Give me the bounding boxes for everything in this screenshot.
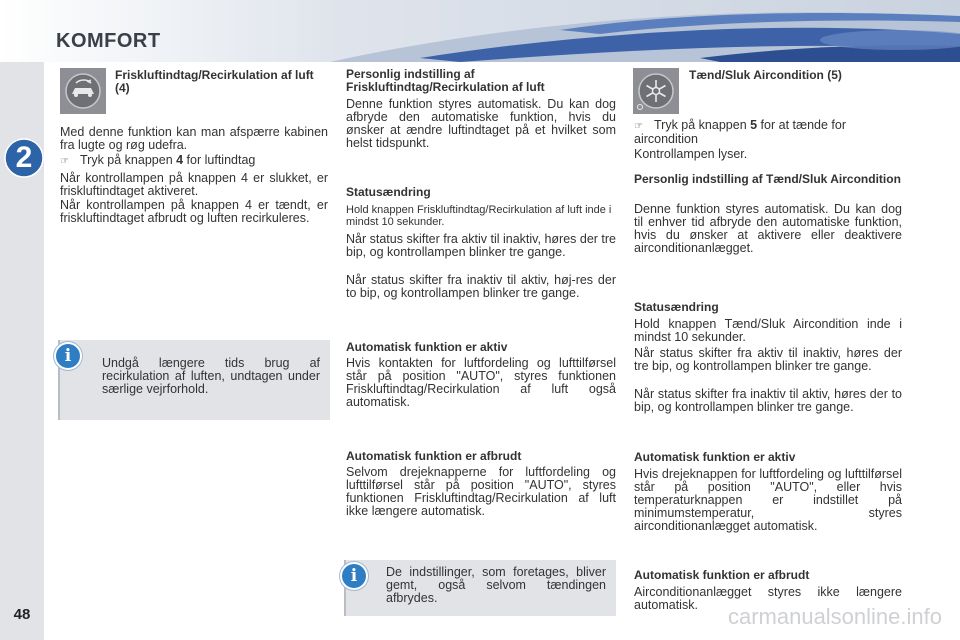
recirc-p2: Når kontrollampen på knappen 4 er tændt, er friskluftindtaget afbrudt og luften recirkuleres. <box>60 198 328 225</box>
recirc-intro: Med denne funktion kan man afspærre kabinen fra lugte og røg udefra. <box>60 125 328 152</box>
ac-bullet <box>634 119 902 146</box>
personal-ac-heading: Personlig indstilling af Tænd/Sluk Aircondition <box>634 172 901 186</box>
auto-on-heading-2: Automatisk funktion er aktiv <box>634 450 796 464</box>
auto-off-heading-1: Automatisk funktion er afbrudt <box>346 449 522 463</box>
info-icon: i <box>342 564 366 588</box>
auto-off-heading-2: Automatisk funktion er afbrudt <box>634 568 810 582</box>
status-p3-2: Når status skifter fra inaktiv til aktiv, høres der to bip, og kontrollampen blinker tre gange. <box>634 387 902 414</box>
bullet-text: Tryk på knappen <box>80 153 177 167</box>
personal-ac-p: Denne funktion styres automatisk. Du kan dog til enhver tid afbryde den automatiske funktion, hvis du ønsker at aktivere eller deaktivere airconditionanlægget. <box>634 202 902 255</box>
ac-lamp: Kontrollampen lyser. <box>634 147 748 161</box>
recirc-bullet <box>60 154 328 168</box>
info-text-2: De indstillinger, som foretages, bliver gemt, også selvom tændingen afbrydes. <box>386 565 606 605</box>
auto-on-heading-1: Automatisk funktion er aktiv <box>346 340 508 354</box>
status-p2-1: Når status skifter fra aktiv til inaktiv, høres der tre bip, og kontrollampen blinker tre gange. <box>346 232 616 259</box>
info-text-1: Undgå længere tids brug af recirkulation af luften, undtagen under særlige vejrforhold. <box>102 356 320 396</box>
auto-on-p-2: Hvis drejeknappen for luftfordeling og lufttilførsel står på position "AUTO", eller hvis temperaturknappen er indstillet på minimumstemperatur, styres airconditionanlægget automatisk. <box>634 467 902 533</box>
status-p2-2: Når status skifter fra aktiv til inaktiv, høres der tre bip, og kontrollampen blinker tre gange. <box>634 346 902 373</box>
arrow-icon: ☞ <box>634 121 643 132</box>
auto-off-p-1: Selvom drejeknapperne for luftfordeling og lufttilførsel står på position "AUTO", styres funktionen Friskluftindtag/Recirkulation af luft ikke længere automatisk. <box>346 465 616 518</box>
button-number: 4 <box>176 153 184 167</box>
personal-recirc-heading: Personlig indstilling af Friskluftindtag/Recirkulation af luft <box>346 67 545 94</box>
personal-recirc-intro: Denne funktion styres automatisk. Du kan dog afbryde den automatiske funktion, hvis du ønsker at ændre luftindtaget på et hvilket som helst tidspunkt. <box>346 97 616 150</box>
ac-button-icon <box>633 68 679 114</box>
auto-on-p-1: Hvis kontakten for luftfordeling og lufttilførsel står på position "AUTO", styres funktionen Friskluftindtag/Recirkulation af luft også automatisk. <box>346 356 616 409</box>
status-p1-2: Hold knappen Tænd/Sluk Aircondition inde i mindst 10 sekunder. <box>634 317 902 344</box>
ac-heading: Tænd/Sluk Aircondition (5) <box>689 68 842 82</box>
recirc-p1: Når kontrollampen på knappen 4 er slukket, er friskluftindtaget aktiveret. <box>60 171 328 198</box>
watermark: carmanualsonline.info <box>727 604 942 629</box>
arrow-icon: ☞ <box>60 156 69 167</box>
status-heading-2: Statusændring <box>634 300 719 314</box>
recirculation-button-icon <box>60 68 106 114</box>
status-heading-1: Statusændring <box>346 185 431 199</box>
chapter-number: 2 <box>15 141 33 174</box>
bullet-text: Tryk på knappen <box>654 118 751 132</box>
bullet-text-end: for luftindtag <box>183 153 256 167</box>
bullet-text-end: for at tænde for aircondition <box>634 118 847 146</box>
page-number: 48 <box>13 606 31 623</box>
auto-off-p-2: Airconditionanlægget styres ikke længere automatisk. <box>634 585 902 612</box>
status-p1-1: Hold knappen Friskluftindtag/Recirkulation af luft inde i mindst 10 sekunder. <box>346 204 612 228</box>
recirc-heading: Friskluftindtag/Recirkulation af luft (4) <box>115 68 314 95</box>
info-icon: i <box>56 344 80 368</box>
page-title: KOMFORT <box>56 30 161 52</box>
status-p3-1: Når status skifter fra inaktiv til aktiv, høj-res der to bip, og kontrollampen blinker tre gange. <box>346 273 616 300</box>
button-number: 5 <box>750 118 758 132</box>
